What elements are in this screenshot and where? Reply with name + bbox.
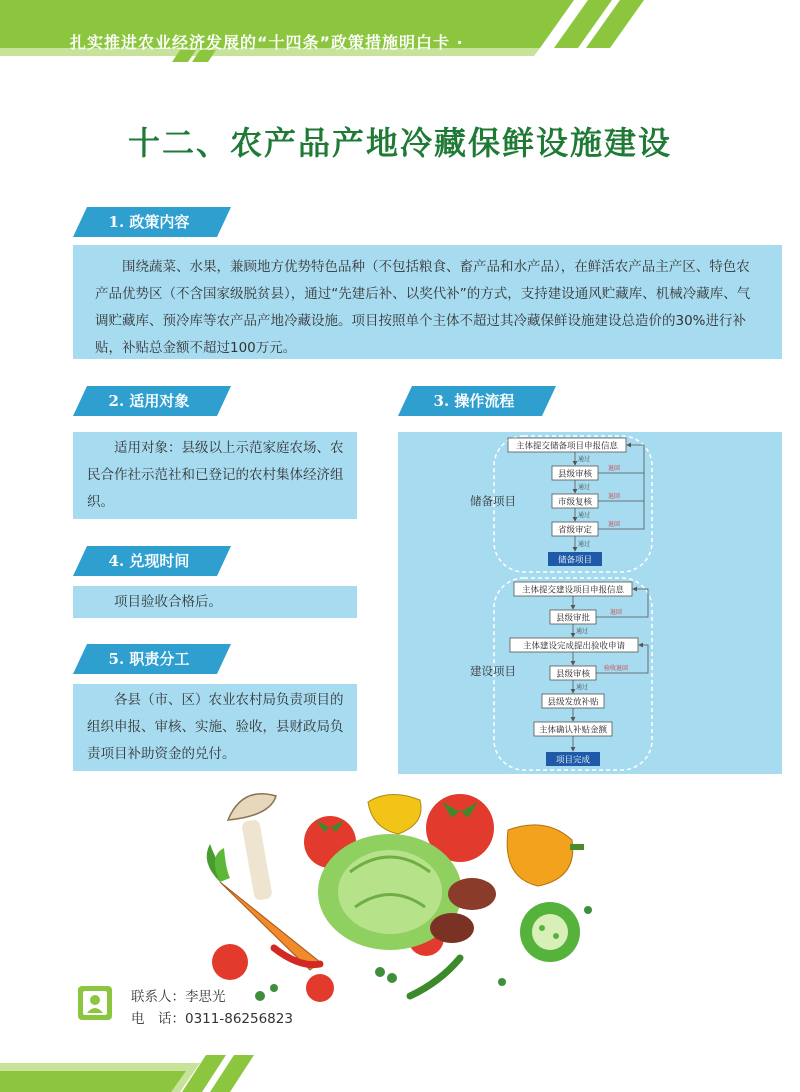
- edge-label-pass: 通过: [576, 684, 589, 691]
- mushroom-icon: [228, 794, 276, 901]
- svg-text:主体建设完成提出验收申请: 主体建设完成提出验收申请: [522, 641, 626, 652]
- edge-label-pass: 通过: [578, 456, 591, 463]
- section-tag-policy: [73, 207, 231, 237]
- section-tag-process: [398, 386, 556, 416]
- orange-pepper-icon: [507, 825, 584, 886]
- edge-label-pass: 通过: [578, 484, 591, 491]
- flow-node-county-approve: [550, 610, 596, 624]
- flow-node-confirm-amount: [534, 722, 612, 736]
- section-label-policy: 1. 政策内容: [108, 213, 190, 231]
- svg-text:县级审批: 县级审批: [555, 613, 591, 624]
- edge-label-return: 退回: [608, 521, 621, 528]
- process-flowchart: [398, 432, 782, 774]
- payment-text: 项目验收合格后。: [114, 594, 222, 610]
- svg-text:主体提交储备项目申报信息: 主体提交储备项目申报信息: [515, 441, 619, 452]
- section-tag-duty: [73, 644, 231, 674]
- svg-text:项目完成: 项目完成: [555, 755, 591, 766]
- contact-person-name: 李思光: [185, 989, 226, 1005]
- section-label-payment: 4. 兑现时间: [108, 552, 190, 570]
- target-content-box: [73, 432, 357, 519]
- section-tag-target: [73, 386, 231, 416]
- payment-content-box: [73, 586, 357, 618]
- contact-phone-row: [131, 1008, 293, 1030]
- policy-content-box: [73, 245, 782, 359]
- flow-node-county-subsidy: [542, 694, 604, 708]
- contact-phone-number: 0311-86256823: [185, 1011, 293, 1027]
- svg-text:县级审核: 县级审核: [555, 669, 591, 680]
- edge-label-return: 退回: [610, 609, 623, 616]
- footer-banner: [0, 1045, 800, 1092]
- svg-text:县级审核: 县级审核: [557, 469, 593, 480]
- flow-node-reserve-project: [548, 552, 602, 566]
- group-label-reserve: 储备项目: [470, 494, 516, 508]
- svg-text:市级复核: 市级复核: [557, 497, 593, 508]
- yellow-pepper-icon: [368, 794, 421, 834]
- edge-label-return: 退回: [608, 465, 621, 472]
- contact-person-icon: [78, 986, 112, 1024]
- duty-content-box: [73, 684, 357, 771]
- contact-phone-label: 电 话：: [131, 1011, 185, 1027]
- target-text: 适用对象：县级以上示范家庭农场、农民合作社示范社和已登记的农村集体经济组织。: [87, 440, 344, 510]
- flow-node-acceptance-apply: [510, 638, 638, 652]
- svg-text:主体提交建设项目申报信息: 主体提交建设项目申报信息: [521, 585, 625, 596]
- page-title: 十二、农产品产地冷藏保鲜设施建设: [127, 124, 672, 162]
- contact-info: [131, 986, 293, 1030]
- svg-text:县级发放补贴: 县级发放补贴: [547, 697, 599, 708]
- contact-person-label: 联系人：: [131, 989, 185, 1005]
- edge-label-acceptance-return: 验收退回: [604, 665, 629, 672]
- flow-node-build-submit: [514, 582, 632, 596]
- group-label-build: 建设项目: [470, 664, 516, 678]
- section-label-target: 2. 适用对象: [108, 392, 190, 410]
- vegetables-illustration: [190, 782, 610, 1012]
- green-pepper-icon: [520, 902, 580, 962]
- edge-label-pass: 通过: [576, 628, 589, 635]
- header-banner: [0, 0, 800, 62]
- section-label-duty: 5. 职责分工: [108, 650, 190, 668]
- header-title: 扎实推进农业经济发展的“十四条”政策措施明白卡 ·: [70, 33, 464, 52]
- section-label-process: 3. 操作流程: [433, 392, 515, 410]
- svg-text:省级审定: 省级审定: [557, 525, 593, 536]
- policy-text: 围绕蔬菜、水果，兼顾地方优势特色品种（不包括粮食、畜产品和水产品），在鲜活农产品主产区、特色农产品优势区（不含国家级脱贫县），通过“先建后补、以奖代补”的方式，支持建设通风贮藏库、机械冷藏库、气调贮藏库、预冷库等农产品产地冷藏设施。项目按照单个主体不超过其冷藏保鲜设施建设总造价的30%进行补贴，补贴总金额不超过100万元。: [95, 259, 751, 356]
- flow-node-project-done: [546, 752, 600, 766]
- flow-node-city-recheck: [552, 494, 598, 508]
- edge-label-pass: 通过: [578, 541, 591, 548]
- svg-text:主体确认补贴金额: 主体确认补贴金额: [538, 725, 608, 736]
- section-tag-payment: [73, 546, 231, 576]
- svg-text:储备项目: 储备项目: [557, 555, 593, 566]
- edge-label-return: 退回: [608, 493, 621, 500]
- edge-label-pass: 通过: [578, 512, 591, 519]
- flow-node-county-review: [552, 466, 598, 480]
- duty-text: 各县（市、区）农业农村局负责项目的组织申报、审核、实施、验收，县财政局负责项目补助资金的兑付。: [87, 692, 344, 762]
- flow-node-county-check: [550, 666, 596, 680]
- flow-node-province-approve: [552, 522, 598, 536]
- flow-node-reserve-submit: [508, 438, 626, 452]
- contact-person-row: [131, 986, 293, 1008]
